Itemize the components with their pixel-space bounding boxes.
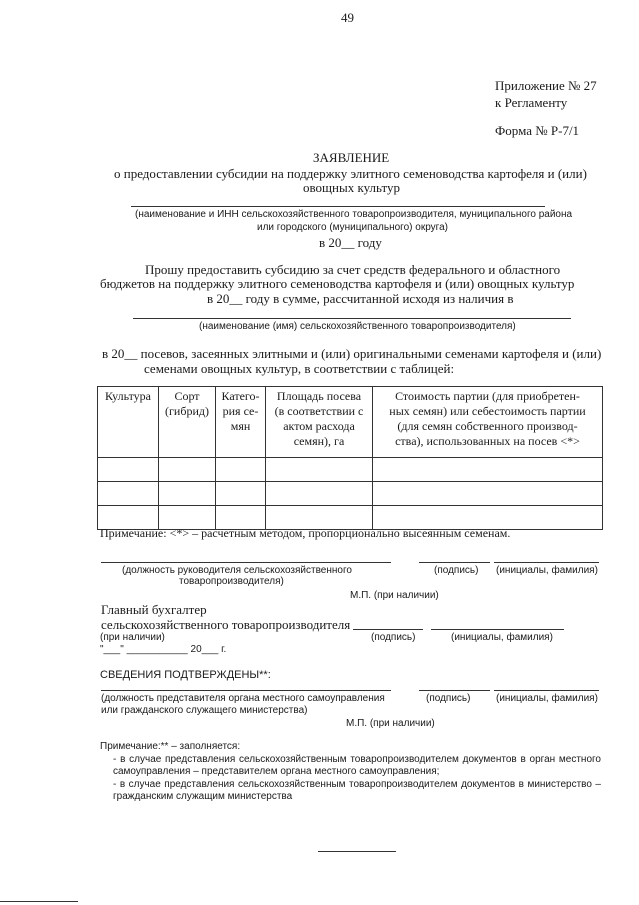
head-position-line[interactable] [101,562,391,563]
confirmed-heading: СВЕДЕНИЯ ПОДТВЕРЖДЕНЫ**: [100,669,271,681]
confirmer-signature-caption: (подпись) [426,693,471,704]
footer-separator [318,851,396,852]
producer-name-line[interactable] [133,318,571,319]
request-line-5: семенами овощных культур, в соответствии с таблицей: [144,361,455,376]
accountant-title-1: Главный бухгалтер [101,602,207,617]
table-cell[interactable] [266,458,373,482]
applicant-caption-1: (наименование и ИНН сельскохозяйственного товаропроизводителя, муниципального района [135,209,573,220]
appendix-number: Приложение № 27 [495,78,597,93]
head-stamp: М.П. (при наличии) [350,590,439,601]
table-cell[interactable] [159,482,216,506]
accountant-name-line[interactable] [431,629,564,630]
header-culture: Культура [98,387,159,458]
note2-item-1: - в случае представления сельскохозяйственным товаропроизводителем документов в орган местного самоуправления – представителем органа местного самоуправления; [113,754,601,777]
request-line-3: в 20__ году в сумме, рассчитанной исходя из наличия в [207,291,514,306]
head-signature-line[interactable] [419,562,490,563]
title-line-1: о предоставлении субсидии на поддержку элитного семеноводства картофеля и (или) [114,166,587,181]
form-number: Форма № Р-7/1 [495,123,580,138]
table-cell[interactable] [266,482,373,506]
title-line-2: овощных культур [303,180,400,195]
confirmer-position-line[interactable] [101,690,391,691]
table-row [98,482,603,506]
table-cell[interactable] [98,458,159,482]
table-cell[interactable] [373,482,603,506]
table-cell[interactable] [98,482,159,506]
accountant-title-2: сельскохозяйственного товаропроизводителя [101,617,351,632]
confirmer-stamp: М.П. (при наличии) [346,718,435,729]
applicant-caption-2: или городского (муниципального) округа) [257,222,448,233]
header-sowing-area: Площадь посева (в соответствии с актом расхода семян), га [266,387,373,458]
footnote-separator [0,901,78,902]
accountant-signature-caption: (подпись) [371,632,416,643]
table-cell[interactable] [373,458,603,482]
table-row [98,458,603,482]
subsidy-table [97,386,603,530]
header-variety: Сорт (гибрид) [159,387,216,458]
note2-item-2: - в случае представления сельскохозяйственным товаропроизводителем документов в министерство – гражданским служащим министерства [113,779,601,802]
head-position-caption-2: товаропроизводителя) [179,576,284,587]
request-line-2: бюджетов на поддержку элитного семеноводства картофеля и (или) овощных культур [100,276,575,291]
document-title: ЗАЯВЛЕНИЕ [313,150,390,165]
table-cell[interactable] [216,458,266,482]
year-line: в 20__ году [319,235,382,250]
head-position-caption-1: (должность руководителя сельскохозяйственного [122,565,352,576]
table-note: Примечание: <*> – расчетным методом, пропорционально высеянным семенам. [100,526,511,540]
confirmer-signature-line[interactable] [419,690,490,691]
accountant-date[interactable]: "___" ___________ 20___ г. [100,644,227,655]
appendix-reference: к Регламенту [495,95,568,110]
head-name-line[interactable] [494,562,599,563]
head-name-caption: (инициалы, фамилия) [496,565,598,576]
accountant-if-any: (при наличии) [100,632,165,643]
confirmer-name-line[interactable] [494,690,599,691]
producer-name-caption: (наименование (имя) сельскохозяйственного товаропроизводителя) [199,321,516,332]
page-number: 49 [341,10,354,25]
confirmer-name-caption: (инициалы, фамилия) [496,693,598,704]
applicant-name-line[interactable] [131,206,545,207]
header-seed-category: Катего- рия се- мян [216,387,266,458]
accountant-signature-line[interactable] [353,629,423,630]
note2-title: Примечание:** – заполняется: [100,741,241,752]
table-cell[interactable] [159,458,216,482]
request-line-4: в 20__ посевов, засеянных элитными и (или) оригинальными семенами картофеля и (или) [102,346,602,361]
confirmer-position-caption-1: (должность представителя органа местного самоуправления [101,693,385,704]
head-signature-caption: (подпись) [434,565,479,576]
header-batch-cost: Стоимость партии (для приобретен- ных семян) или себестоимость партии (для семян собственного производ- ства), использованных на посев <*> [373,387,603,458]
confirmer-position-caption-2: или гражданского служащего министерства) [101,705,308,716]
table-cell[interactable] [216,482,266,506]
request-line-1: Прошу предоставить субсидию за счет средств федерального и областного [145,262,561,277]
accountant-name-caption: (инициалы, фамилия) [451,632,553,643]
table-header-row [98,387,603,458]
